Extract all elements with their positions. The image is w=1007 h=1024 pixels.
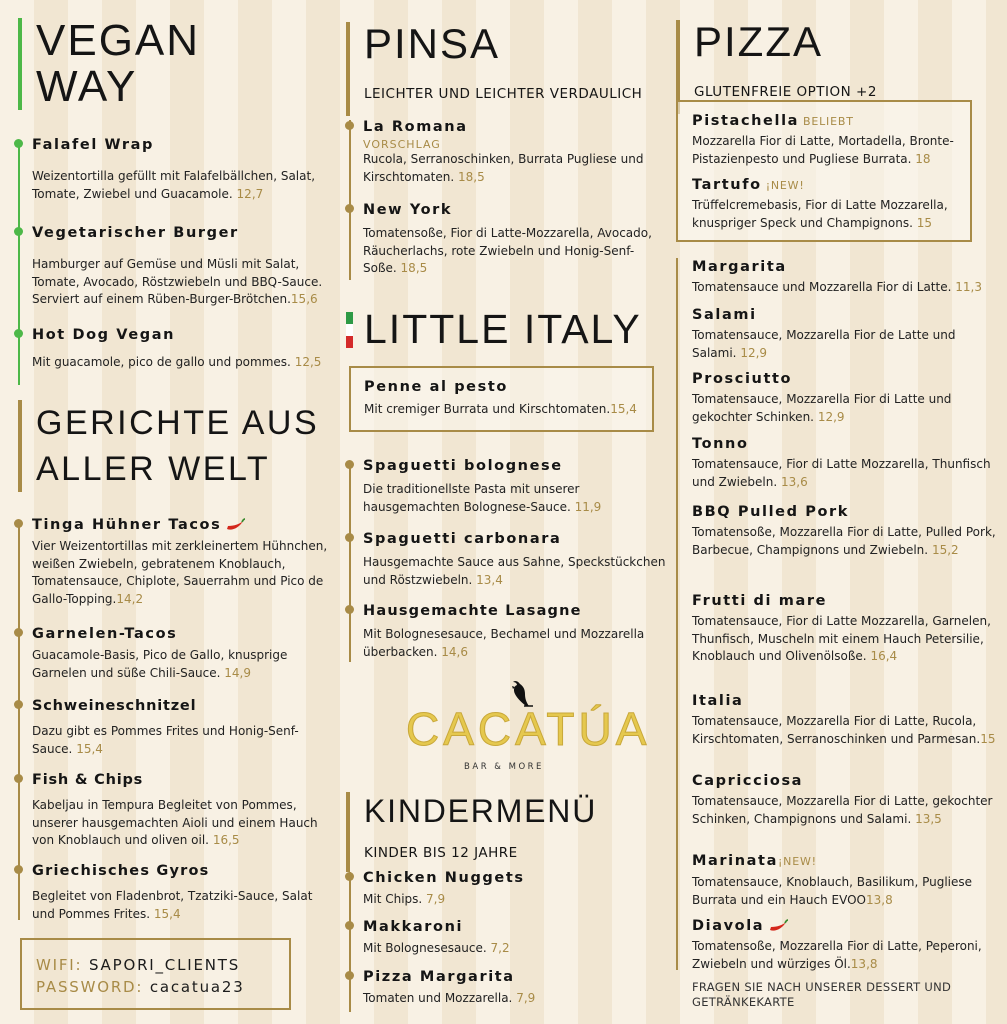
menu-item (676, 370, 996, 426)
pinsa-heading (346, 22, 642, 116)
item-desc: Tomatensoße, Mozzarella Fior di Latte, Pulled Pork, Barbecue, Champignons und Zwiebeln. 15,2 (692, 525, 996, 557)
item-price: 15 (980, 731, 996, 746)
item-price: 14,6 (441, 644, 468, 659)
menu-item (678, 112, 970, 168)
pinsa-title: PINSA (364, 20, 501, 67)
welt-heading (18, 400, 319, 492)
item-desc: Tomatensauce und Mozzarella Fior di Latte. 11,3 (692, 280, 982, 294)
item-name: Frutti di mare (692, 593, 828, 609)
item-name: Fish & Chips (32, 772, 144, 788)
item-name: Italia (692, 693, 744, 709)
menu-item (18, 224, 336, 309)
new-badge: ¡NEW! (777, 855, 817, 868)
cacatua-logo (406, 680, 651, 780)
item-name: Capricciosa (692, 773, 804, 789)
menu-item (349, 869, 667, 909)
password-value: cacatua23 (149, 978, 245, 996)
bullet-dot (345, 605, 354, 614)
item-desc: Vier Weizentortillas mit zerkleinertem Hühnchen, weißen Zwiebeln, gebratenem Knoblauch, Tomatensauce, Chiplote, Sauerrahm und Pico de Gallo-Topping.14,2 (32, 539, 328, 606)
menu-item (18, 771, 336, 850)
item-desc: Dazu gibt es Pommes Frites und Honig-Senf-Sauce. 15,4 (32, 724, 299, 756)
item-price: 13,5 (915, 811, 942, 826)
chili-pepper-icon (767, 919, 789, 933)
wifi-box (20, 938, 291, 1010)
item-desc: Kabeljau in Tempura Begleitet von Pommes, unserer hausgemachten Aioli und einem Hauch von Knoblauch und oliven oil. 16,5 (32, 798, 318, 847)
item-name: Tartufo ¡NEW! (692, 177, 805, 193)
menu-item (18, 862, 336, 923)
menu-item (676, 917, 996, 973)
item-price: 11,3 (955, 280, 982, 294)
item-name: Margarita (692, 259, 787, 275)
item-desc: Tomatensauce, Knoblauch, Basilikum, Pugliese Burrata und ein Hauch EVOO13,8 (692, 875, 973, 907)
item-price: 12,7 (236, 186, 264, 201)
item-name: Tinga Hühner Tacos (18, 516, 336, 534)
item-desc: Begleitet von Fladenbrot, Tzatziki-Sauce, Salat und Pommes Frites. 15,4 (32, 889, 313, 921)
menu-item (349, 118, 667, 186)
italy-title: LITTLE ITALY (364, 306, 642, 352)
item-price: 18 (915, 151, 931, 166)
password-label: PASSWORD: (36, 978, 144, 996)
menu-item (349, 968, 667, 1008)
item-price: 11,9 (574, 499, 602, 514)
menu-item (349, 602, 667, 661)
bullet-dot (345, 872, 354, 881)
item-desc: Guacamole-Basis, Pico de Gallo, knusprige Garnelen und süße Chili-Sauce. 14,9 (32, 648, 288, 680)
menu-item (678, 176, 970, 232)
pinsa-subtitle: LEICHTER UND LEICHTER VERDAULICH (364, 86, 643, 102)
item-name: Diavola (676, 917, 996, 935)
item-price: 14,9 (224, 665, 251, 680)
item-desc: Mit guacamole, pico de gallo und pommes. 12,5 (32, 355, 322, 369)
item-price: 14,2 (116, 591, 144, 606)
bullet-dot (14, 700, 23, 709)
item-name: Salami (692, 307, 757, 323)
bullet-dot (14, 774, 23, 783)
wifi-value: SAPORI_CLIENTS (88, 956, 241, 974)
menu-item (676, 306, 996, 362)
item-price: 13,6 (780, 474, 808, 489)
logo-wordmark: CACATÚA (406, 703, 651, 755)
item-desc: Tomatensoße, Fior di Latte-Mozzarella, Avocado, Räucherlachs, rote Zwiebeln und Honig-Senf-Soße. 18,5 (363, 226, 652, 275)
item-name: Marinata¡NEW! (692, 853, 817, 869)
item-name: Pistachella BELIEBT (692, 113, 854, 129)
menu-item (351, 378, 652, 419)
bullet-dot (14, 139, 23, 148)
item-price: 12,9 (817, 409, 845, 424)
menu-item (18, 516, 336, 608)
item-name: Hausgemachte Lasagne (363, 603, 582, 619)
item-desc: Mit Chips. 7,9 (363, 892, 446, 906)
pizza-subtitle: GLUTENFREIE OPTION +2 (694, 84, 877, 100)
kinder-heading (346, 792, 597, 872)
item-name: BBQ Pulled Pork (692, 504, 850, 520)
item-price: 7,2 (490, 941, 510, 955)
menu-item (676, 503, 996, 559)
featured-pizza-box (676, 100, 972, 242)
item-desc: Rucola, Serranoschinken, Burrata Pugliese und Kirschtomaten. 18,5 (363, 152, 644, 184)
menu-item (18, 326, 336, 372)
item-desc: Tomaten und Mozzarella. 7,9 (363, 991, 536, 1005)
item-name: Griechisches Gyros (32, 863, 210, 879)
menu-item (676, 852, 996, 909)
welt-title-line1: GERICHTE AUS (36, 404, 320, 442)
item-desc: Weizentortilla gefüllt mit Falafelbällchen, Salat, Tomate, Zwiebel und Guacamole. 12,7 (32, 169, 316, 201)
item-name: Garnelen-Tacos (32, 626, 178, 642)
item-desc: Tomatensauce, Mozzarella Fior di Latte, Rucola, Kirschtomaten, Serranoschinken und Parmesan.15 (692, 714, 996, 746)
logo-subtitle: BAR & MORE (464, 762, 544, 772)
bullet-dot (345, 121, 354, 130)
item-price: 16,4 (870, 649, 898, 663)
bullet-dot (345, 533, 354, 542)
item-desc: Hausgemachte Sauce aus Sahne, Speckstückchen und Röstzwiebeln. 13,4 (363, 555, 666, 587)
item-desc: Mit Bolognesesauce. 7,2 (363, 941, 510, 955)
password-line (36, 976, 289, 998)
bullet-dot (14, 865, 23, 874)
menu-item (18, 697, 336, 758)
item-desc: Mit cremiger Burrata und Kirschtomaten.15,4 (364, 402, 637, 416)
dessert-drinks-note: FRAGEN SIE NACH UNSERER DESSERT UND GETRÄNKEKARTE (692, 980, 952, 1009)
chili-pepper-icon (224, 518, 246, 532)
item-price: 7,9 (426, 892, 446, 906)
item-name: Falafel Wrap (32, 137, 155, 153)
bullet-dot (14, 329, 23, 338)
item-name: Prosciutto (692, 371, 793, 387)
item-desc: Mit Bolognesesauce, Bechamel und Mozzarella überbacken. 14,6 (363, 627, 645, 659)
item-name: Vegetarischer Burger (32, 225, 239, 241)
pizza-title: PIZZA (694, 18, 824, 65)
item-price: 15,2 (931, 542, 959, 557)
item-desc: Trüffelcremebasis, Fior di Latte Mozzarella, knuspriger Speck und Champignons. 15 (692, 198, 948, 230)
item-name: Hot Dog Vegan (32, 327, 176, 343)
kinder-subtitle: KINDER BIS 12 JAHRE (364, 845, 518, 861)
vegan-heading (18, 18, 200, 110)
item-name: Tonno (692, 436, 749, 452)
item-name: Makkaroni (363, 919, 464, 935)
item-name: Penne al pesto (364, 379, 508, 395)
item-desc: Tomatensauce, Fior di Latte Mozzarella, Garnelen, Thunfisch, Muscheln mit einem Hauch Petersilie, Knoblauch und Olivenölsoße. 16,4 (692, 614, 991, 663)
menu-item (676, 435, 996, 491)
item-price: 15,6 (290, 292, 318, 306)
bullet-dot (14, 227, 23, 236)
bullet-dot (345, 204, 354, 213)
item-price: 13,8 (850, 956, 878, 971)
suggestion-tag: VORSCHLAG (363, 138, 441, 151)
item-name: Pizza Margarita (363, 969, 515, 985)
vegan-title-line1: VEGAN (36, 16, 201, 65)
menu-item (18, 625, 336, 682)
item-desc: Mozzarella Fior di Latte, Mortadella, Bronte-Pistazienpesto und Pugliese Burrata. 18 (692, 134, 954, 166)
italian-flag-icon (346, 312, 353, 348)
item-name: Schweineschnitzel (32, 698, 197, 714)
item-desc: Tomatensauce, Mozzarella Fior di Latte und gekochter Schinken. 12,9 (692, 392, 952, 424)
welt-title-line2: ALLER WELT (36, 450, 271, 488)
menu-item (349, 918, 667, 958)
item-price: 7,9 (516, 991, 536, 1005)
item-price: 13,8 (865, 892, 893, 907)
item-price: 12,9 (740, 345, 768, 360)
popular-badge: BELIEBT (803, 115, 854, 128)
menu-item (349, 457, 667, 516)
bullet-dot (345, 460, 354, 469)
menu-item (349, 530, 667, 589)
item-price: 13,4 (476, 572, 503, 587)
item-name: Chicken Nuggets (363, 870, 525, 886)
menu-item (349, 201, 667, 278)
wifi-label: WIFI: (36, 956, 83, 974)
bullet-dot (14, 519, 23, 528)
featured-box (349, 366, 654, 432)
vegan-title-line2: WAY (36, 62, 138, 111)
item-price: 16,5 (212, 833, 240, 847)
item-name: New York (363, 202, 453, 218)
menu-item (676, 592, 996, 666)
menu-item (676, 692, 996, 748)
item-desc: Tomatensoße, Mozzarella Fior di Latte, Peperoni, Zwiebeln und würziges Öl.13,8 (692, 939, 982, 971)
kinder-title: KINDERMENÜ (364, 793, 598, 829)
item-price: 12,5 (294, 355, 322, 369)
menu-item (18, 136, 336, 203)
item-price: 15,4 (76, 741, 103, 756)
new-badge: ¡NEW! (765, 179, 805, 192)
item-desc: Tomatensauce, Mozzarella Fior de Latte und Salami. 12,9 (692, 328, 956, 360)
item-name: La Romana (363, 119, 468, 135)
item-price: 15,4 (153, 906, 181, 921)
menu-item (676, 772, 996, 828)
item-price: 18,5 (458, 169, 485, 184)
item-name: Spaguetti carbonara (363, 531, 562, 547)
bullet-dot (14, 628, 23, 637)
item-desc: Tomatensauce, Fior di Latte Mozzarella, Thunfisch und Zwiebeln. 13,6 (692, 457, 991, 489)
item-price: 15 (916, 215, 932, 230)
wifi-line (36, 954, 289, 976)
item-price: 18,5 (400, 261, 428, 275)
item-price: 15,4 (610, 402, 637, 416)
item-desc: Tomatensauce, Mozzarella Fior di Latte, gekochter Schinken, Champignons und Salami. 13,5 (692, 794, 993, 826)
bullet-dot (345, 921, 354, 930)
menu-item (676, 258, 996, 297)
bullet-dot (345, 971, 354, 980)
item-name: Spaguetti bolognese (363, 458, 563, 474)
item-desc: Die traditionellste Pasta mit unserer hausgemachten Bolognese-Sauce. 11,9 (363, 482, 602, 514)
item-desc: Hamburger auf Gemüse und Müsli mit Salat, Tomate, Avocado, Röstzwiebeln und BBQ-Sauce. Serviert auf einem Rüben-Burger-Brötchen.15,6 (32, 257, 323, 306)
